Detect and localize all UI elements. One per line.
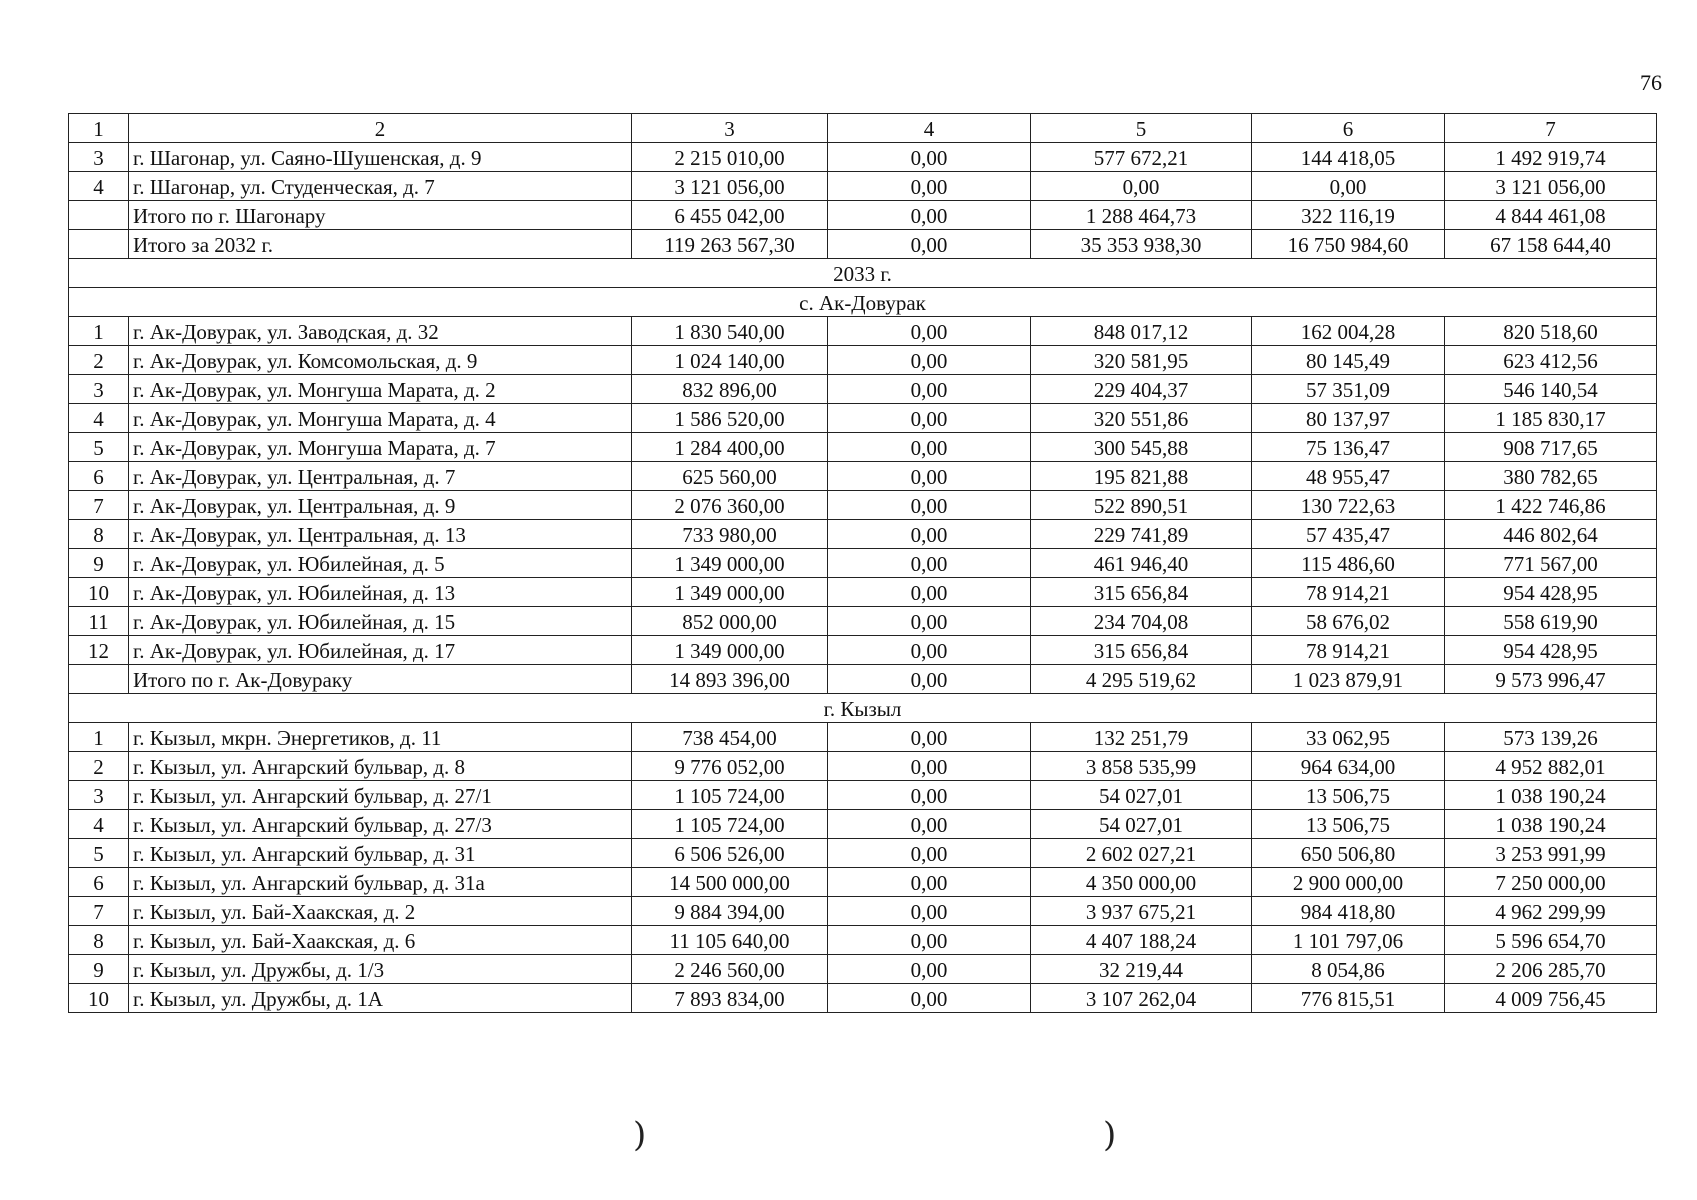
amount-cell-c5: 315 656,84 (1031, 578, 1252, 607)
amount-cell-c6: 650 506,80 (1252, 839, 1445, 868)
amount-cell-c7: 1 038 190,24 (1445, 810, 1657, 839)
table-row (69, 317, 1657, 346)
amount-cell-c6: 57 435,47 (1252, 520, 1445, 549)
row-number: 7 (69, 491, 129, 520)
amount-cell-c4: 0,00 (828, 955, 1031, 984)
amount-cell-c3: 2 076 360,00 (632, 491, 828, 520)
amount-cell-c4: 0,00 (828, 723, 1031, 752)
header-cell: 2 (129, 114, 632, 143)
header-cell: 6 (1252, 114, 1445, 143)
amount-cell-c3: 14 893 396,00 (632, 665, 828, 694)
section-row (69, 288, 1657, 317)
table-row (69, 346, 1657, 375)
amount-cell-c7: 7 250 000,00 (1445, 868, 1657, 897)
amount-cell-c6: 48 955,47 (1252, 462, 1445, 491)
row-number: 11 (69, 607, 129, 636)
header-cell: 4 (828, 114, 1031, 143)
handwritten-mark: ) (633, 1115, 647, 1155)
table-row (69, 926, 1657, 955)
table-row (69, 172, 1657, 201)
amount-cell-c5: 4 407 188,24 (1031, 926, 1252, 955)
amount-cell-c4: 0,00 (828, 462, 1031, 491)
amount-cell-c3: 1 586 520,00 (632, 404, 828, 433)
address-cell: г. Кызыл, ул. Ангарский бульвар, д. 27/3 (129, 810, 632, 839)
table-row (69, 462, 1657, 491)
amount-cell-c6: 322 116,19 (1252, 201, 1445, 230)
table-body (69, 114, 1657, 1013)
address-cell: г. Ак-Довурак, ул. Юбилейная, д. 17 (129, 636, 632, 665)
amount-cell-c7: 5 596 654,70 (1445, 926, 1657, 955)
table-row (69, 433, 1657, 462)
amount-cell-c3: 119 263 567,30 (632, 230, 828, 259)
amount-cell-c6: 8 054,86 (1252, 955, 1445, 984)
row-number: 10 (69, 984, 129, 1013)
amount-cell-c6: 80 137,97 (1252, 404, 1445, 433)
table-row (69, 520, 1657, 549)
table-row (69, 491, 1657, 520)
amount-cell-c3: 738 454,00 (632, 723, 828, 752)
amount-cell-c3: 1 105 724,00 (632, 810, 828, 839)
amount-cell-c7: 4 952 882,01 (1445, 752, 1657, 781)
amount-cell-c7: 954 428,95 (1445, 578, 1657, 607)
amount-cell-c4: 0,00 (828, 636, 1031, 665)
amount-cell-c4: 0,00 (828, 549, 1031, 578)
amount-cell-c7: 1 492 919,74 (1445, 143, 1657, 172)
amount-cell-c5: 4 350 000,00 (1031, 868, 1252, 897)
budget-table (68, 113, 1657, 1013)
table-row (69, 984, 1657, 1013)
table-row (69, 723, 1657, 752)
amount-cell-c7: 558 619,90 (1445, 607, 1657, 636)
amount-cell-c5: 320 581,95 (1031, 346, 1252, 375)
amount-cell-c7: 446 802,64 (1445, 520, 1657, 549)
amount-cell-c3: 1 349 000,00 (632, 636, 828, 665)
amount-cell-c3: 733 980,00 (632, 520, 828, 549)
address-cell: г. Кызыл, ул. Ангарский бульвар, д. 8 (129, 752, 632, 781)
amount-cell-c6: 162 004,28 (1252, 317, 1445, 346)
header-cell: 5 (1031, 114, 1252, 143)
amount-cell-c7: 820 518,60 (1445, 317, 1657, 346)
address-cell: г. Ак-Довурак, ул. Центральная, д. 13 (129, 520, 632, 549)
amount-cell-c3: 11 105 640,00 (632, 926, 828, 955)
amount-cell-c5: 54 027,01 (1031, 810, 1252, 839)
total-row (69, 665, 1657, 694)
amount-cell-c5: 1 288 464,73 (1031, 201, 1252, 230)
row-number: 9 (69, 955, 129, 984)
table-row (69, 868, 1657, 897)
amount-cell-c6: 75 136,47 (1252, 433, 1445, 462)
table-row (69, 955, 1657, 984)
amount-cell-c7: 2 206 285,70 (1445, 955, 1657, 984)
address-cell: г. Кызыл, ул. Ангарский бульвар, д. 27/1 (129, 781, 632, 810)
address-cell: г. Кызыл, ул. Бай-Хаакская, д. 6 (129, 926, 632, 955)
table-row (69, 752, 1657, 781)
amount-cell-c4: 0,00 (828, 520, 1031, 549)
address-cell: Итого по г. Шагонару (129, 201, 632, 230)
row-number: 1 (69, 723, 129, 752)
amount-cell-c7: 623 412,56 (1445, 346, 1657, 375)
table-row (69, 636, 1657, 665)
table-row (69, 781, 1657, 810)
row-number: 2 (69, 752, 129, 781)
amount-cell-c7: 4 962 299,99 (1445, 897, 1657, 926)
amount-cell-c6: 78 914,21 (1252, 578, 1445, 607)
row-number (69, 665, 129, 694)
table-row (69, 839, 1657, 868)
amount-cell-c5: 3 937 675,21 (1031, 897, 1252, 926)
amount-cell-c7: 908 717,65 (1445, 433, 1657, 462)
header-row (69, 114, 1657, 143)
amount-cell-c6: 1 101 797,06 (1252, 926, 1445, 955)
row-number: 3 (69, 143, 129, 172)
amount-cell-c7: 67 158 644,40 (1445, 230, 1657, 259)
row-number: 3 (69, 375, 129, 404)
amount-cell-c6: 1 023 879,91 (1252, 665, 1445, 694)
amount-cell-c5: 3 107 262,04 (1031, 984, 1252, 1013)
amount-cell-c3: 14 500 000,00 (632, 868, 828, 897)
amount-cell-c6: 2 900 000,00 (1252, 868, 1445, 897)
amount-cell-c4: 0,00 (828, 317, 1031, 346)
amount-cell-c3: 625 560,00 (632, 462, 828, 491)
amount-cell-c5: 35 353 938,30 (1031, 230, 1252, 259)
amount-cell-c6: 115 486,60 (1252, 549, 1445, 578)
amount-cell-c7: 4 009 756,45 (1445, 984, 1657, 1013)
amount-cell-c5: 234 704,08 (1031, 607, 1252, 636)
amount-cell-c4: 0,00 (828, 810, 1031, 839)
address-cell: Итого по г. Ак-Довураку (129, 665, 632, 694)
amount-cell-c5: 461 946,40 (1031, 549, 1252, 578)
amount-cell-c7: 4 844 461,08 (1445, 201, 1657, 230)
amount-cell-c5: 132 251,79 (1031, 723, 1252, 752)
amount-cell-c6: 13 506,75 (1252, 810, 1445, 839)
row-number: 3 (69, 781, 129, 810)
amount-cell-c3: 6 455 042,00 (632, 201, 828, 230)
amount-cell-c6: 984 418,80 (1252, 897, 1445, 926)
amount-cell-c4: 0,00 (828, 781, 1031, 810)
amount-cell-c4: 0,00 (828, 201, 1031, 230)
section-title: г. Кызыл (69, 694, 1657, 723)
header-cell: 3 (632, 114, 828, 143)
amount-cell-c5: 320 551,86 (1031, 404, 1252, 433)
section-row (69, 694, 1657, 723)
amount-cell-c3: 9 884 394,00 (632, 897, 828, 926)
amount-cell-c7: 1 038 190,24 (1445, 781, 1657, 810)
amount-cell-c5: 32 219,44 (1031, 955, 1252, 984)
amount-cell-c4: 0,00 (828, 926, 1031, 955)
address-cell: г. Ак-Довурак, ул. Монгуша Марата, д. 2 (129, 375, 632, 404)
row-number: 8 (69, 926, 129, 955)
table-row (69, 578, 1657, 607)
row-number (69, 230, 129, 259)
total-row (69, 201, 1657, 230)
row-number: 5 (69, 433, 129, 462)
section-title: с. Ак-Довурак (69, 288, 1657, 317)
amount-cell-c4: 0,00 (828, 868, 1031, 897)
page-number: 76 (1640, 70, 1662, 95)
address-cell: г. Ак-Довурак, ул. Центральная, д. 9 (129, 491, 632, 520)
amount-cell-c5: 3 858 535,99 (1031, 752, 1252, 781)
amount-cell-c5: 229 404,37 (1031, 375, 1252, 404)
amount-cell-c7: 9 573 996,47 (1445, 665, 1657, 694)
amount-cell-c3: 1 105 724,00 (632, 781, 828, 810)
address-cell: г. Кызыл, ул. Дружбы, д. 1А (129, 984, 632, 1013)
amount-cell-c6: 78 914,21 (1252, 636, 1445, 665)
amount-cell-c4: 0,00 (828, 897, 1031, 926)
row-number: 4 (69, 810, 129, 839)
amount-cell-c3: 7 893 834,00 (632, 984, 828, 1013)
amount-cell-c5: 300 545,88 (1031, 433, 1252, 462)
row-number: 2 (69, 346, 129, 375)
table-row (69, 549, 1657, 578)
amount-cell-c6: 58 676,02 (1252, 607, 1445, 636)
address-cell: г. Шагонар, ул. Студенческая, д. 7 (129, 172, 632, 201)
row-number: 5 (69, 839, 129, 868)
amount-cell-c3: 1 830 540,00 (632, 317, 828, 346)
table-row (69, 897, 1657, 926)
amount-cell-c4: 0,00 (828, 375, 1031, 404)
amount-cell-c4: 0,00 (828, 578, 1031, 607)
amount-cell-c5: 195 821,88 (1031, 462, 1252, 491)
amount-cell-c4: 0,00 (828, 230, 1031, 259)
section-row (69, 259, 1657, 288)
amount-cell-c4: 0,00 (828, 346, 1031, 375)
amount-cell-c3: 2 215 010,00 (632, 143, 828, 172)
amount-cell-c3: 2 246 560,00 (632, 955, 828, 984)
amount-cell-c7: 771 567,00 (1445, 549, 1657, 578)
row-number: 6 (69, 462, 129, 491)
address-cell: г. Ак-Довурак, ул. Монгуша Марата, д. 7 (129, 433, 632, 462)
amount-cell-c5: 54 027,01 (1031, 781, 1252, 810)
amount-cell-c5: 2 602 027,21 (1031, 839, 1252, 868)
amount-cell-c7: 3 121 056,00 (1445, 172, 1657, 201)
amount-cell-c3: 852 000,00 (632, 607, 828, 636)
address-cell: г. Кызыл, ул. Ангарский бульвар, д. 31 (129, 839, 632, 868)
amount-cell-c4: 0,00 (828, 433, 1031, 462)
address-cell: г. Кызыл, ул. Ангарский бульвар, д. 31а (129, 868, 632, 897)
row-number: 9 (69, 549, 129, 578)
amount-cell-c4: 0,00 (828, 839, 1031, 868)
amount-cell-c5: 229 741,89 (1031, 520, 1252, 549)
section-title: 2033 г. (69, 259, 1657, 288)
amount-cell-c7: 573 139,26 (1445, 723, 1657, 752)
amount-cell-c7: 380 782,65 (1445, 462, 1657, 491)
address-cell: г. Шагонар, ул. Саяно-Шушенская, д. 9 (129, 143, 632, 172)
amount-cell-c6: 57 351,09 (1252, 375, 1445, 404)
amount-cell-c5: 4 295 519,62 (1031, 665, 1252, 694)
amount-cell-c5: 522 890,51 (1031, 491, 1252, 520)
row-number: 7 (69, 897, 129, 926)
handwritten-mark: ) (1103, 1115, 1117, 1155)
amount-cell-c6: 130 722,63 (1252, 491, 1445, 520)
table-row (69, 375, 1657, 404)
address-cell: г. Ак-Довурак, ул. Юбилейная, д. 5 (129, 549, 632, 578)
amount-cell-c4: 0,00 (828, 404, 1031, 433)
header-cell: 7 (1445, 114, 1657, 143)
amount-cell-c7: 954 428,95 (1445, 636, 1657, 665)
amount-cell-c3: 1 349 000,00 (632, 578, 828, 607)
row-number: 12 (69, 636, 129, 665)
table-row (69, 607, 1657, 636)
amount-cell-c6: 144 418,05 (1252, 143, 1445, 172)
amount-cell-c4: 0,00 (828, 607, 1031, 636)
amount-cell-c5: 0,00 (1031, 172, 1252, 201)
amount-cell-c5: 577 672,21 (1031, 143, 1252, 172)
amount-cell-c6: 0,00 (1252, 172, 1445, 201)
amount-cell-c6: 964 634,00 (1252, 752, 1445, 781)
amount-cell-c5: 315 656,84 (1031, 636, 1252, 665)
amount-cell-c4: 0,00 (828, 984, 1031, 1013)
amount-cell-c6: 776 815,51 (1252, 984, 1445, 1013)
address-cell: г. Ак-Довурак, ул. Комсомольская, д. 9 (129, 346, 632, 375)
amount-cell-c7: 546 140,54 (1445, 375, 1657, 404)
amount-cell-c6: 80 145,49 (1252, 346, 1445, 375)
row-number: 6 (69, 868, 129, 897)
address-cell: г. Кызыл, мкрн. Энергетиков, д. 11 (129, 723, 632, 752)
amount-cell-c3: 1 024 140,00 (632, 346, 828, 375)
table-row (69, 404, 1657, 433)
amount-cell-c4: 0,00 (828, 665, 1031, 694)
amount-cell-c7: 3 253 991,99 (1445, 839, 1657, 868)
row-number: 4 (69, 172, 129, 201)
amount-cell-c3: 9 776 052,00 (632, 752, 828, 781)
amount-cell-c7: 1 185 830,17 (1445, 404, 1657, 433)
table-row (69, 810, 1657, 839)
total-row (69, 230, 1657, 259)
amount-cell-c3: 6 506 526,00 (632, 839, 828, 868)
amount-cell-c4: 0,00 (828, 491, 1031, 520)
row-number: 10 (69, 578, 129, 607)
amount-cell-c7: 1 422 746,86 (1445, 491, 1657, 520)
amount-cell-c4: 0,00 (828, 752, 1031, 781)
amount-cell-c3: 1 284 400,00 (632, 433, 828, 462)
amount-cell-c3: 3 121 056,00 (632, 172, 828, 201)
address-cell: г. Кызыл, ул. Дружбы, д. 1/3 (129, 955, 632, 984)
row-number: 1 (69, 317, 129, 346)
address-cell: г. Ак-Довурак, ул. Центральная, д. 7 (129, 462, 632, 491)
address-cell: г. Ак-Довурак, ул. Заводская, д. 32 (129, 317, 632, 346)
row-number: 8 (69, 520, 129, 549)
amount-cell-c4: 0,00 (828, 172, 1031, 201)
amount-cell-c3: 1 349 000,00 (632, 549, 828, 578)
address-cell: г. Ак-Довурак, ул. Монгуша Марата, д. 4 (129, 404, 632, 433)
amount-cell-c4: 0,00 (828, 143, 1031, 172)
address-cell: г. Ак-Довурак, ул. Юбилейная, д. 13 (129, 578, 632, 607)
amount-cell-c5: 848 017,12 (1031, 317, 1252, 346)
row-number (69, 201, 129, 230)
amount-cell-c6: 13 506,75 (1252, 781, 1445, 810)
amount-cell-c6: 16 750 984,60 (1252, 230, 1445, 259)
header-cell: 1 (69, 114, 129, 143)
row-number: 4 (69, 404, 129, 433)
table-row (69, 143, 1657, 172)
address-cell: г. Ак-Довурак, ул. Юбилейная, д. 15 (129, 607, 632, 636)
amount-cell-c3: 832 896,00 (632, 375, 828, 404)
address-cell: г. Кызыл, ул. Бай-Хаакская, д. 2 (129, 897, 632, 926)
amount-cell-c6: 33 062,95 (1252, 723, 1445, 752)
address-cell: Итого за 2032 г. (129, 230, 632, 259)
